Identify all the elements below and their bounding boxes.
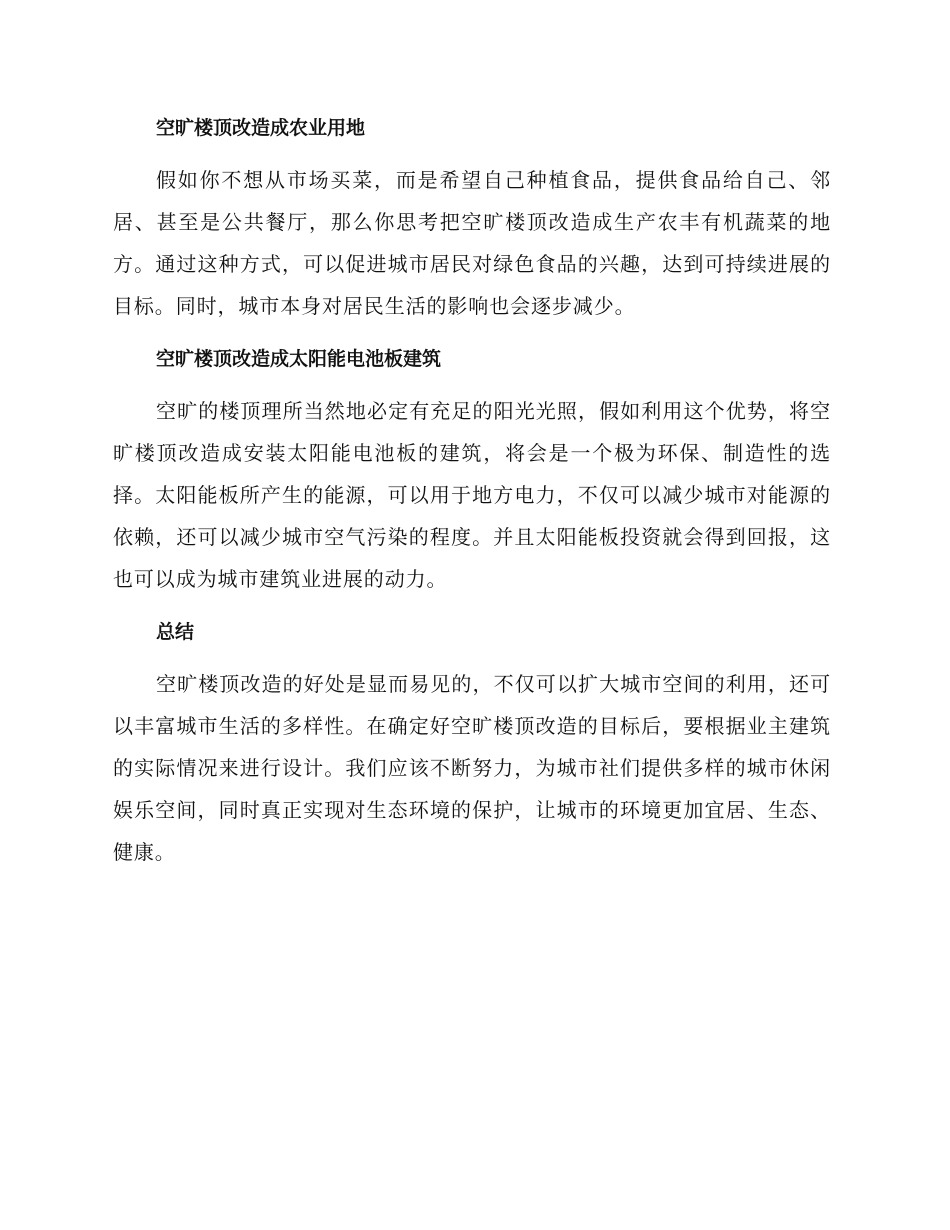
section-heading-solar: 空旷楼顶改造成太阳能电池板建筑 (156, 348, 442, 370)
section-body-agriculture: 假如你不想从市场买菜，而是希望自己种植食品，提供食品给自己、邻居、甚至是公共餐厅，那么你思考把空旷楼顶改造成生产农丰有机蔬菜的地方。通过这种方式，可以促进城市居民对绿色食品的兴趣，达到可持续进展的目标。同时，城市本身对居民生活的影响也会逐步减少。 (113, 168, 831, 318)
section-heading-agriculture: 空旷楼顶改造成农业用地 (156, 117, 366, 139)
section-body-solar: 空旷的楼顶理所当然地必定有充足的阳光光照，假如利用这个优势，将空旷楼顶改造成安装太阳能电池板的建筑，将会是一个极为环保、制造性的选择。太阳能板所产生的能源，可以用于地方电力，不仅可以减少城市对能源的依赖，还可以减少城市空气污染的程度。并且太阳能板投资就会得到回报，这也可以成为城市建筑业进展的动力。 (113, 399, 831, 591)
section-body-summary: 空旷楼顶改造的好处是显而易见的，不仅可以扩大城市空间的利用，还可以丰富城市生活的多样性。在确定好空旷楼顶改造的目标后，要根据业主建筑的实际情况来进行设计。我们应该不断努力，为城市社们提供多样的城市休闲娱乐空间，同时真正实现对生态环境的保护，让城市的环境更加宜居、生态、健康。 (113, 672, 831, 864)
section-heading-summary: 总结 (156, 621, 195, 643)
document-content (113, 108, 831, 885)
